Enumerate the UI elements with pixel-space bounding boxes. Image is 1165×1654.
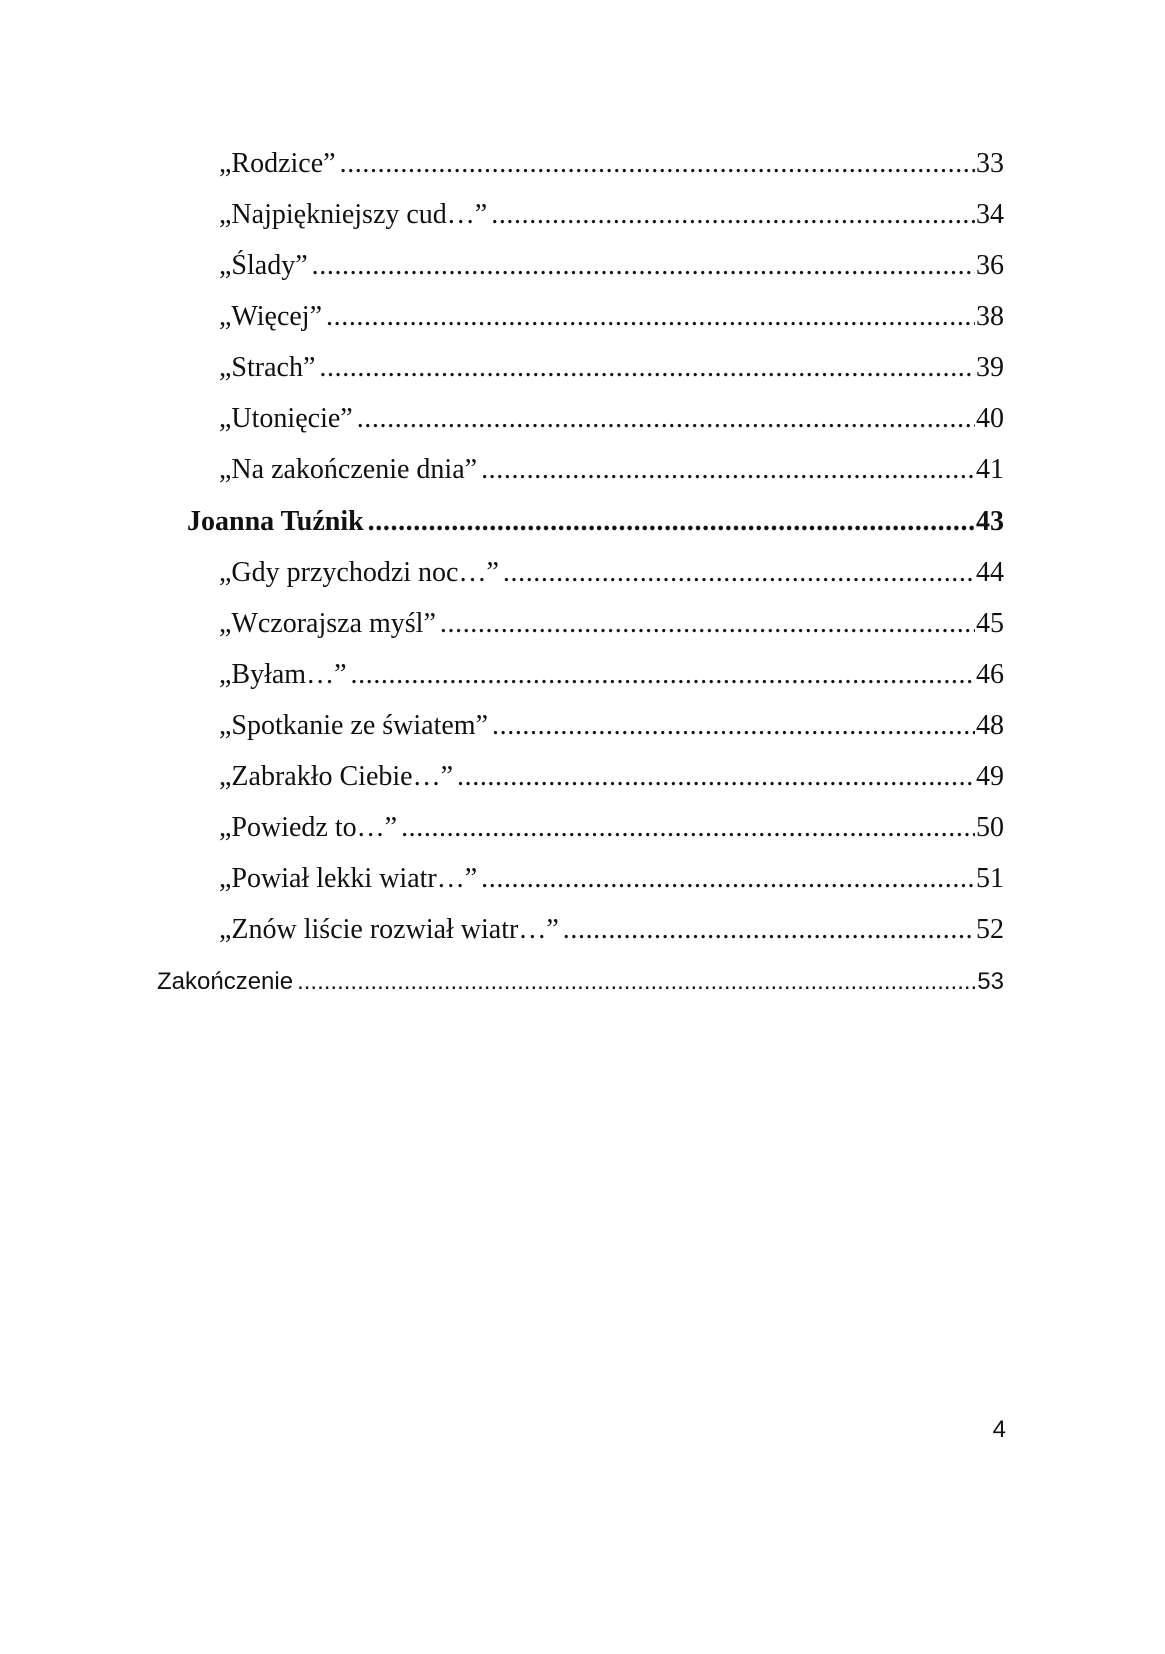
toc-entry-title: „Byłam…” [219,659,347,690]
toc-entry-page: 34 [976,199,1004,230]
toc-entry-title: „Wczorajsza myśl” [219,608,436,639]
toc-entry [219,352,1004,392]
toc-entry-page: 45 [976,608,1004,639]
toc-entry [219,761,1004,801]
toc-entry [219,403,1004,443]
toc-entry-title: „Najpiękniejszy cud…” [219,199,488,230]
dot-leader [457,761,975,793]
toc-entry-title: „Ślady” [219,250,308,281]
toc-entry-title: „Na zakończenie dnia” [219,454,478,485]
toc-entry-title: „Spotkanie ze światem” [219,710,489,741]
toc-section-heading [187,506,1004,546]
toc-entry-page: 51 [976,863,1004,894]
toc-entry-page: 33 [976,148,1004,179]
dot-leader [297,968,976,996]
toc-entry-title: Zakończenie [157,968,294,995]
toc-entry [219,863,1004,903]
page-number: 4 [992,1416,1006,1443]
toc-entry-page: 36 [976,250,1004,281]
dot-leader [340,148,975,180]
dot-leader [401,812,975,844]
dot-leader [319,352,975,384]
toc-entry-page: 49 [976,761,1004,792]
toc-entry-title: „Gdy przychodzi noc…” [219,557,499,588]
dot-leader [440,608,975,640]
toc-entry [219,710,1004,750]
toc-entry [219,454,1004,494]
toc-entry-page: 40 [976,403,1004,434]
toc-entry-title: „Utonięcie” [219,403,353,434]
toc-entry-page: 44 [976,557,1004,588]
toc-entry-conclusion [157,968,1004,1008]
dot-leader [357,403,975,435]
toc-entry-page: 41 [976,454,1004,485]
dot-leader [351,659,975,691]
toc-entry [219,301,1004,341]
toc-section-page: 43 [976,506,1004,537]
dot-leader [481,863,975,895]
dot-leader [563,914,975,946]
dot-leader [492,710,975,742]
toc-entry-title: „Powiał lekki wiatr…” [219,863,478,894]
dot-leader [326,301,975,333]
toc-entry-page: 46 [976,659,1004,690]
dot-leader [312,250,975,282]
toc-entry-title: „Rodzice” [219,148,336,179]
toc-entry-title: „Powiedz to…” [219,812,398,843]
toc-entry [219,659,1004,699]
toc-entry-title: „Zabrakło Ciebie…” [219,761,454,792]
toc-entry-page: 50 [976,812,1004,843]
dot-leader [503,557,975,589]
toc-entry [219,914,1004,954]
toc-entry-page: 38 [976,301,1004,332]
toc-entry-title: „Znów liście rozwiał wiatr…” [219,914,559,945]
toc-entry-page: 52 [976,914,1004,945]
toc-entry-page: 48 [976,710,1004,741]
toc-entry-title: „Więcej” [219,301,323,332]
toc-entry [219,148,1004,188]
toc-entry [219,250,1004,290]
toc-entry-page: 39 [976,352,1004,383]
toc-entry-page: 53 [977,968,1004,995]
dot-leader [491,199,975,231]
toc-section-title: Joanna Tuźnik [187,506,364,537]
toc-entry [219,557,1004,597]
dot-leader [481,454,975,486]
toc-entry [219,608,1004,648]
toc-entry [219,812,1004,852]
dot-leader [368,506,975,538]
toc-entry [219,199,1004,239]
toc-entry-title: „Strach” [219,352,316,383]
